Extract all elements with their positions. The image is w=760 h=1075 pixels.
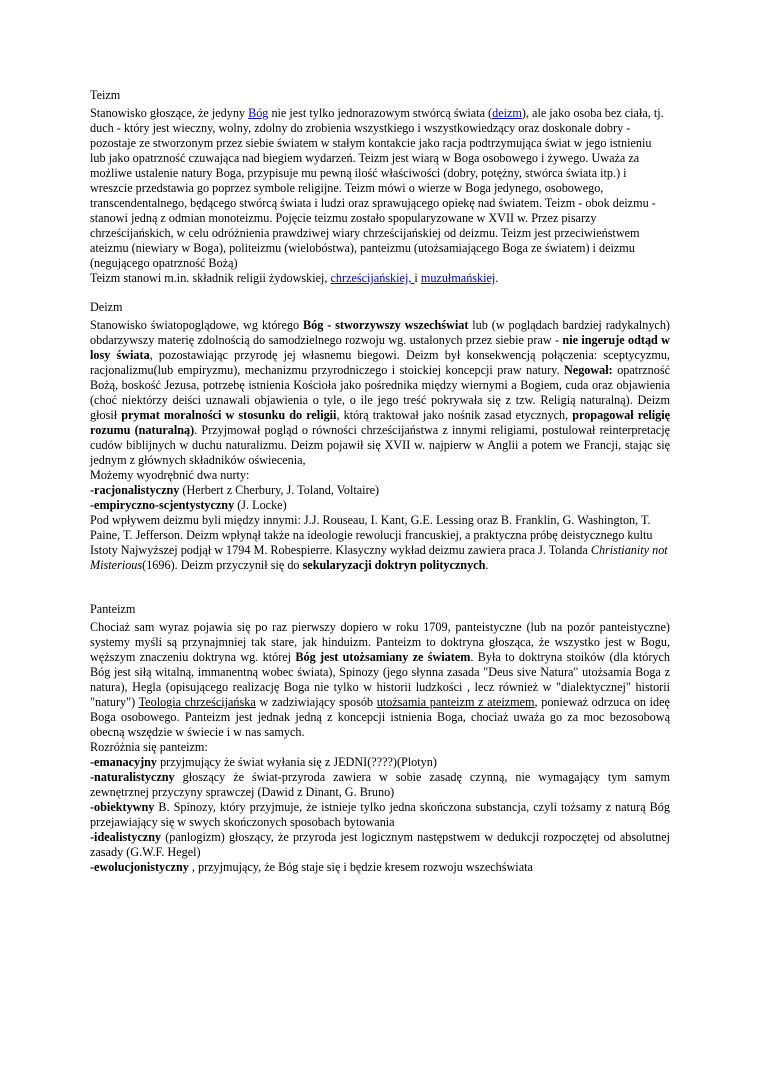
section-teizm [90, 88, 670, 286]
panteizm-list-item: -ewolucjonistyczny , przyjmujący, że Bóg staje się i będzie kresem rozwoju wszechświata [90, 860, 533, 874]
link-bog[interactable]: Bóg [248, 106, 269, 120]
panteizm-paragraph-1: Chociaż sam wyraz pojawia się po raz pierwszy dopiero w roku 1709, panteistyczne (lub na pozór panteistyczne) systemy myśli są przynajmniej tak stare, jak hinduizm. Panteizm to doktryna głosząca, że wszystko jest w Bogu, węższym znaczeniu doktryna wg. której Bóg jest utożsamiany ze światem. Była to doktryna stoików (dla których Bóg jest siłą witalną, immanentną wobec świata), Spinozy (jego słynna zasada "Deus sive Natura" utożsamia Boga z natura), Hegla (opisującego realizację Boga nie tylko w historii ludzkości , lecz również w "dialektycznej" historii "natury") Teologia chrześcijańska w zadziwiający sposób utożsamia panteizm z ateizmem, ponieważ odrzuca on ideę Boga osobowego. Panteizm jest jednak jedną z koncepcji istnienia Boga, chociaż uważa go za moc bezosobową obecną wszędzie w świecie i w nas samych. [90, 620, 670, 739]
deizm-paragraph-2: Pod wpływem deizmu byli między innymi: J.J. Rouseau, I. Kant, G.E. Lessing oraz B. Franklin, G. Washington, T. Paine, T. Jefferson. Deizm wpłynął także na ideologie rewolucji francuskiej, a praktyczna próbę deistycznego kultu Istoty Najwyższej podjął w 1794 M. Robespierre. Klasyczny wykład deizmu zawiera praca J. Tolanda Christianity not Misterious(1696). Deizm przyczynił się do sekularyzacji doktryn politycznych. [90, 513, 668, 572]
section-deizm [90, 300, 670, 573]
section-title-teizm: Teizm [90, 88, 121, 102]
link-utozsamia-panteizm[interactable]: utożsamia panteizm z ateizmem [376, 695, 535, 709]
teizm-paragraph-1: Stanowisko głoszące, że jedyny Bóg nie jest tylko jednorazowym stwórcą świata (deizm), ale jako osoba bez ciała, tj. duch - który jest wieczny, wolny, zdolny do zrobienia wszystkiego i wszystkowiedzący oraz doskonale dobry - pozostaje ze stworzonym przez siebie światem w stałym kontakcie jako racja podtrzymująca świat w jego istnieniu lub jako opatrzność czuwająca nad biegiem wydarzeń. Teizm jest wiarą w Boga osobowego i żywego. Uważa za możliwe ustalenie natury Boga, przypisuje mu pewną ilość właściwości (dobry, potężny, stwórca świata itp.) i wreszcie przedstawia go poprzez symbole religijne. Teizm mówi o wierze w Boga jedynego, osobowego, transcendentalnego, będącego stwórcą świata i ludzi oraz sprawującego opiekę nad światem. Teizm - obok deizmu - stanowi jedną z odmian monoteizmu. Pojęcie teizmu zostało spopularyzowane w XVII w. Przez pisarzy chrześcijańskich, w celu odróżnienia prawdziwej wiary chrześcijańskiej od deizmu. Teizm jest przeciwieństwem ateizmu (niewiary w Boga), politeizmu (wielobóstwa), panteizmu (utożsamiającego Boga ze światem) i deizmu (negującego opatrzność Bożą) [90, 106, 664, 270]
deizm-list-item: -racjonalistyczny (Herbert z Cherbury, J. Toland, Voltaire) [90, 483, 380, 497]
link-teologia-chrzescijanska[interactable]: Teologia chrześcijańska [138, 695, 256, 709]
link-muzulmanskiej[interactable]: muzułmańskiej [420, 271, 496, 285]
panteizm-list-item: -naturalistyczny głoszący że świat-przyroda zawiera w sobie zasadę czynną, nie wymagający tym samym zewnętrznej przyczyny sprawczej (Dawid z Dinant, G. Bruno) [90, 770, 670, 799]
link-chrzescijanskiej[interactable]: chrześcijańskiej, [330, 271, 415, 285]
section-title-panteizm: Panteizm [90, 602, 136, 616]
document-page [90, 88, 670, 875]
deizm-paragraph-1: Stanowisko światopoglądowe, wg którego Bóg - stworzywszy wszechświat lub (w poglądach bardziej radykalnych) obdarzywszy materię zdolnością do samodzielnego rozwoju wg. ustalonych przez siebie praw - nie ingeruje odtąd w losy świata, pozostawiając przyrodę jej własnemu biegowi. Deizm był konsekwencją połączenia: sceptycyzmu, racjonalizmu(lub empiryzmu), mechanizmu przyrodniczego i stoickiej koncepcji praw natury. Negował: opatrzność Bożą, boskość Jezusa, potrzebę istnienia Kościoła jako pośrednika między wiernymi a Bogiem, cuda oraz objawienia (choć niektórzy deiści uznawali objawienia o tyle, o ile jego treść pokrywała się z tzw. Religią naturalną). Deizm głosił prymat moralności w stosunku do religii, którą traktował jako nośnik zasad etycznych, propagował religię rozumu (naturalną). Przyjmował pogląd o równości chrześcijaństwa z innymi religiami, postulował reinterpretację cudów biblijnych w duchu naturalizmu. Deizm pojawił się XVII w. najpierw w Anglii a potem we Francji, stając się jednym z głównych składników oświecenia, [90, 318, 670, 467]
section-panteizm [90, 602, 670, 875]
teizm-paragraph-2: Teizm stanowi m.in. składnik religii żydowskiej, chrześcijańskiej, i muzułmańskiej. [90, 271, 499, 285]
deizm-list-item: -empiryczno-scjentystyczny (J. Locke) [90, 498, 287, 512]
panteizm-list-item: -obiektywny B. Spinozy, który przyjmuje, że istnieje tylko jedna skończona substancja, czyli tożsamy z naturą Bóg przejawiający się w swych skończonych sposobach bytowania [90, 800, 670, 829]
panteizm-list-item: -idealistyczny (panlogizm) głoszący, że przyroda jest logicznym następstwem w dedukcji rozpoczętej od absolutnej zasady (G.W.F. Hegel) [90, 830, 670, 859]
link-deizm[interactable]: deizm [492, 106, 522, 120]
deizm-list-intro: Możemy wyodrębnić dwa nurty: [90, 468, 250, 482]
section-title-deizm: Deizm [90, 300, 123, 314]
panteizm-list-item: -emanacyjny przyjmujący że świat wyłania się z JEDNI(????)(Plotyn) [90, 755, 437, 769]
panteizm-list-intro: Rozróżnia się panteizm: [90, 740, 208, 754]
